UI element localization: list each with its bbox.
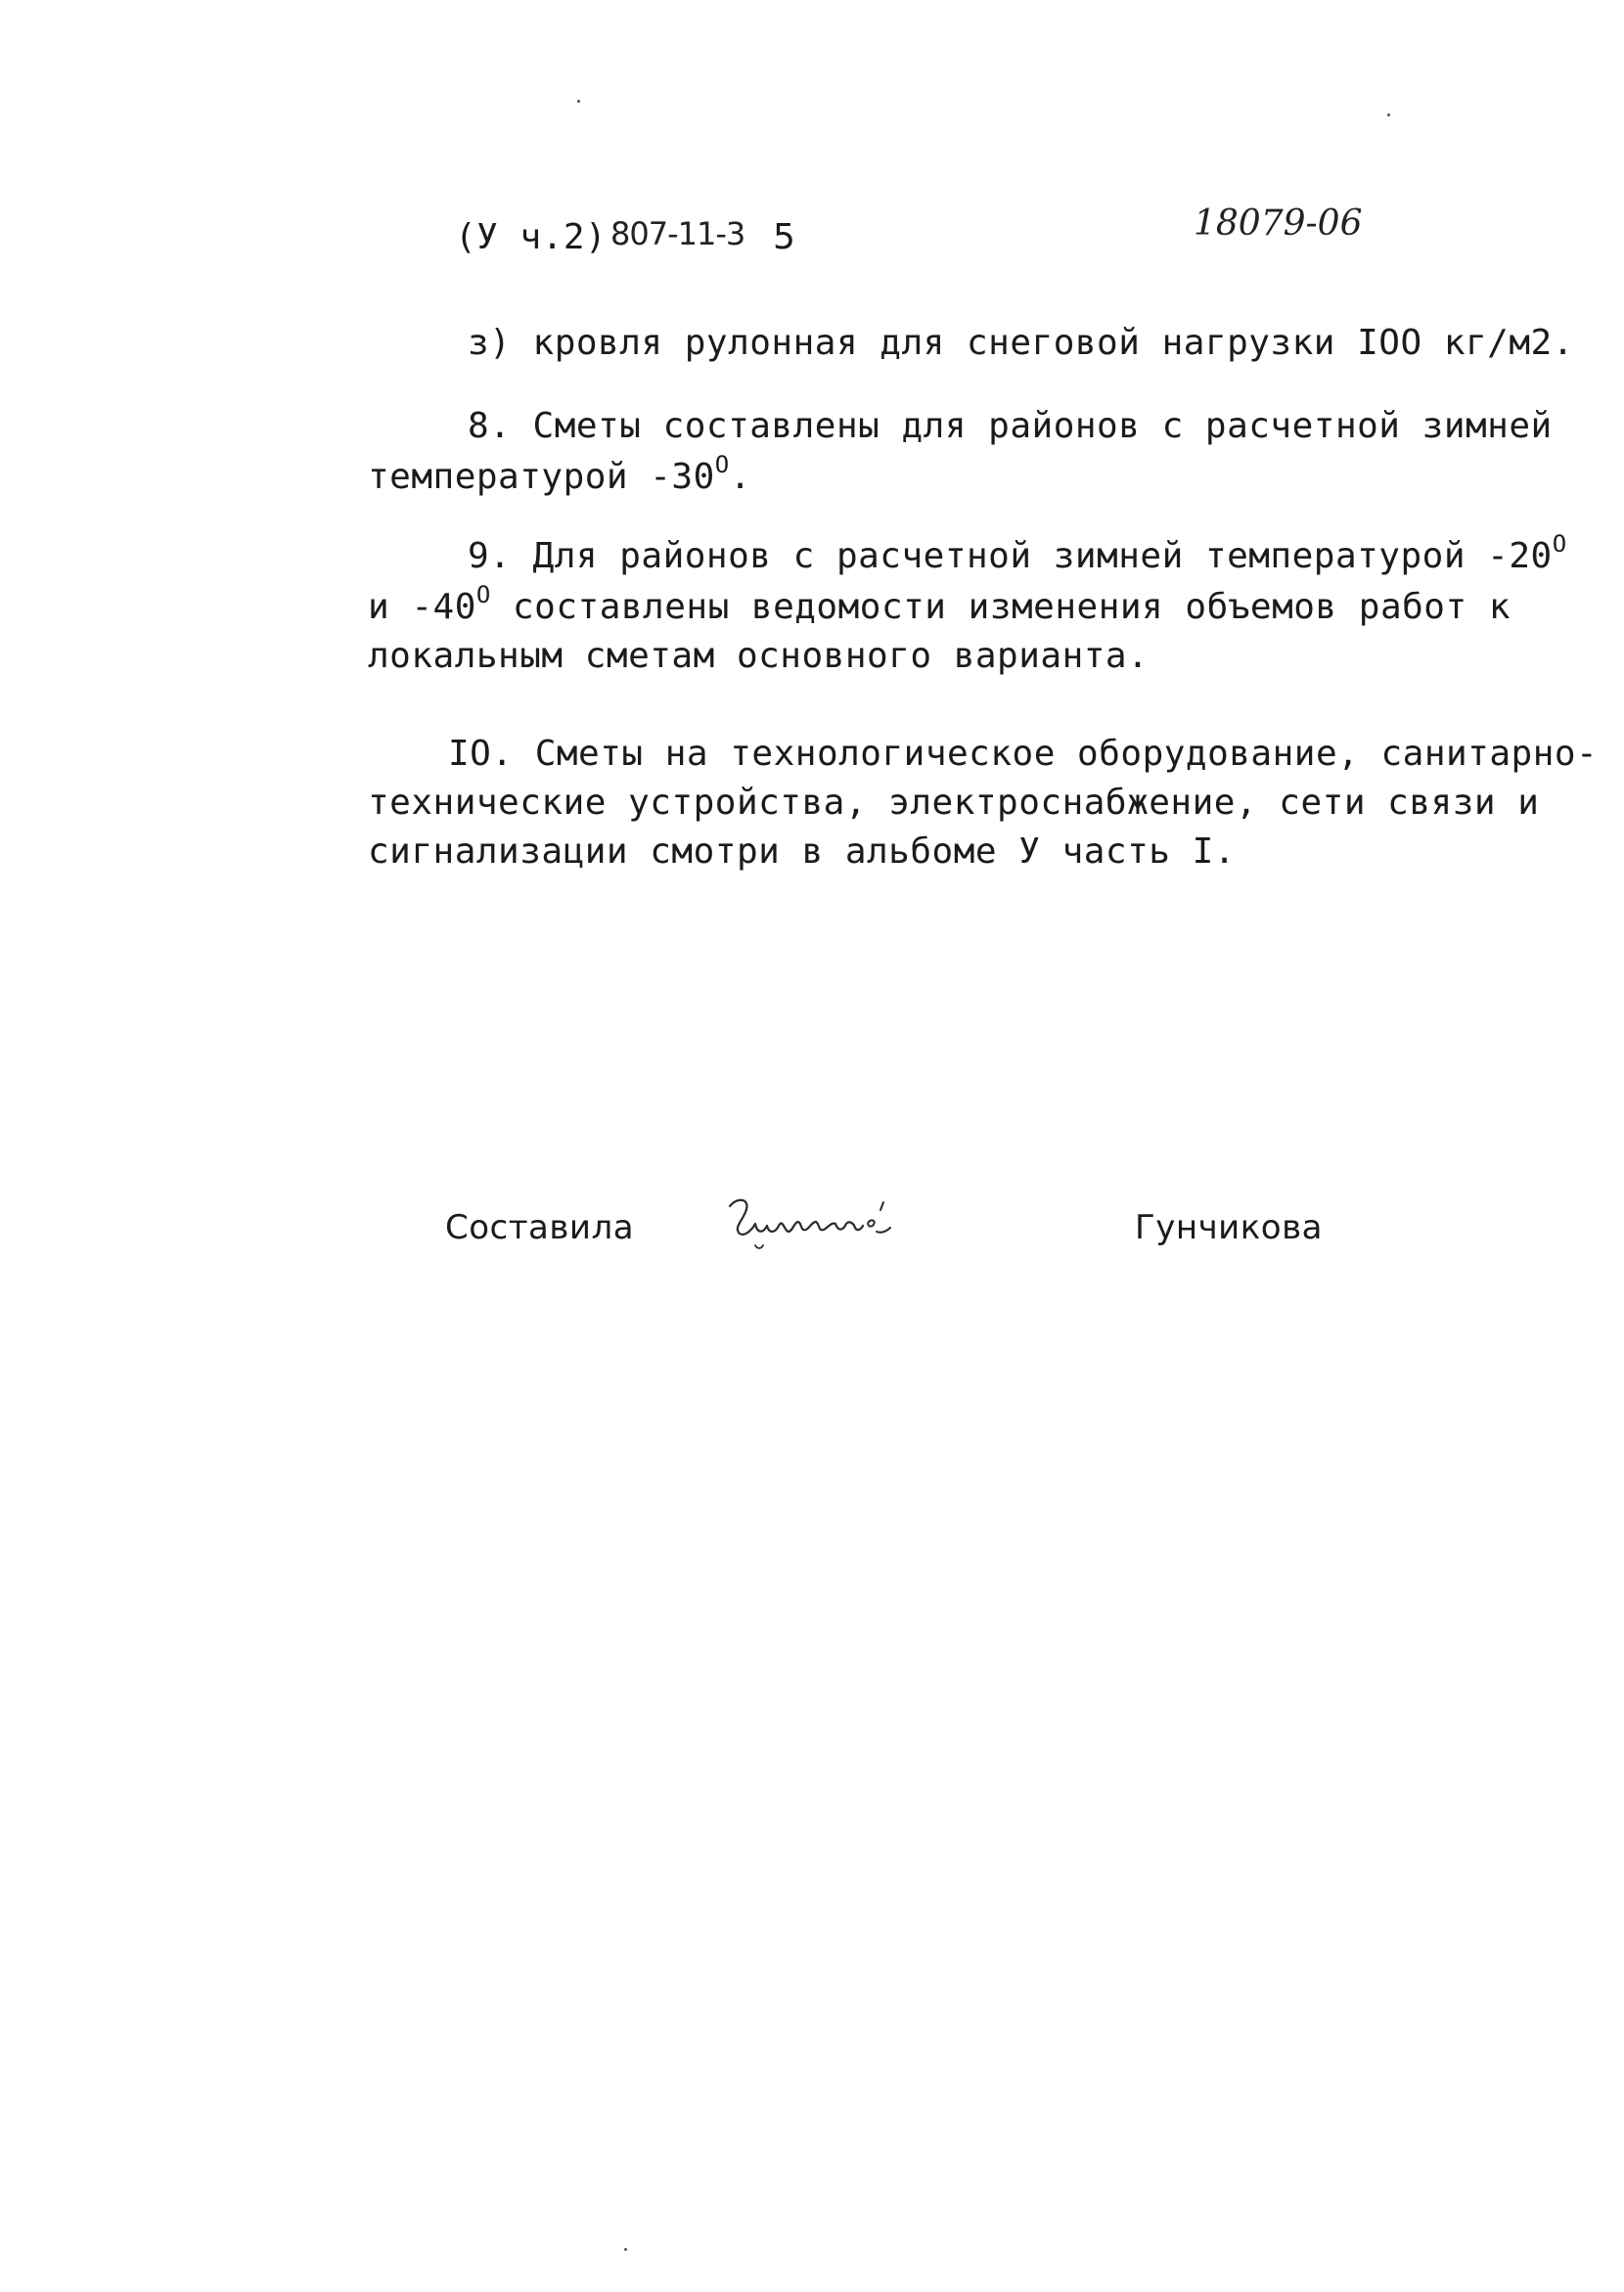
- signature-label: Составила: [445, 1208, 635, 1247]
- item-9-line-3: локальным сметам основного варианта.: [368, 636, 1150, 676]
- item-10-line-3: сигнализации смотри в альбоме У часть I.: [368, 831, 1236, 872]
- scan-speck: [577, 100, 580, 103]
- degree-sup: О: [714, 451, 730, 478]
- item-9-line-2-pre: и -40: [368, 587, 476, 627]
- item-9-line-1: [468, 530, 1567, 576]
- handwritten-signature: [724, 1189, 910, 1257]
- item-10-line-2: технические устройства, электроснабжение, сети связи и: [368, 783, 1540, 823]
- item-9-line-1-text: 9. Для районов с расчетной зимней температурой -20: [468, 536, 1553, 576]
- series-prefix: (У ч.2): [455, 217, 608, 257]
- scan-speck: [1387, 113, 1390, 116]
- series-handwritten: 807-11-3: [610, 215, 745, 252]
- item-z-text: з) кровля рулонная для снеговой нагрузки IOO кг/м2.: [468, 323, 1574, 363]
- item-8-line-2-end: .: [729, 457, 751, 497]
- degree-sup: О: [475, 581, 491, 608]
- item-8-line-1: 8. Сметы составлены для районов с расчетной зимней: [468, 406, 1553, 446]
- item-8-line-2: [368, 451, 751, 497]
- item-8-line-2-text: температурой -30: [368, 457, 715, 497]
- degree-sup: О: [1552, 530, 1567, 558]
- page-number: 5: [773, 217, 796, 257]
- scan-speck: [624, 2248, 627, 2251]
- doc-number: 18079-06: [1194, 203, 1363, 244]
- item-9-line-2: [368, 581, 1511, 627]
- item-9-line-2-text: составлены ведомости изменения объемов работ к: [490, 587, 1511, 627]
- signature-name: Гунчикова: [1135, 1208, 1323, 1247]
- item-10-line-1: IO. Сметы на технологическое оборудование, санитарно-: [448, 734, 1599, 774]
